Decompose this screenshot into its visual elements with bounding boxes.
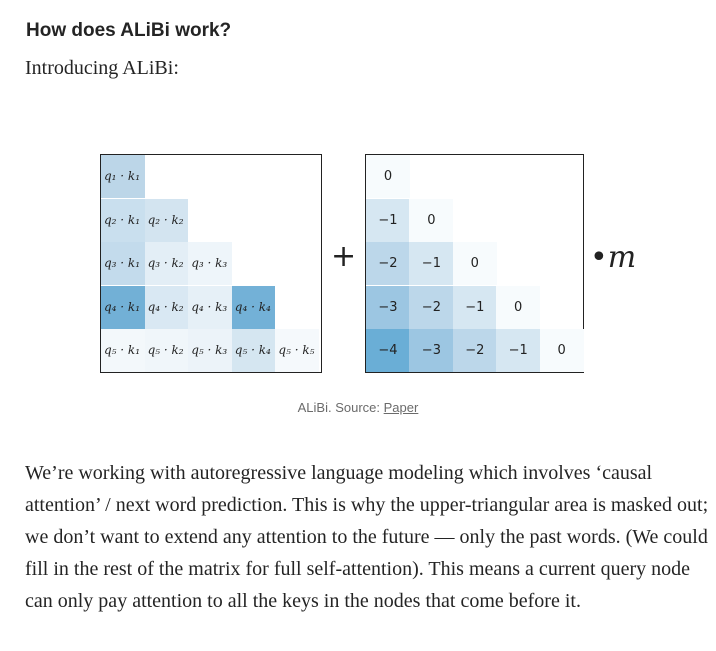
qk-cell: q₃ · k₃ [188, 242, 232, 285]
qk-cell: q₄ · k₄ [232, 286, 276, 329]
qk-cell: q₄ · k₁ [101, 286, 145, 329]
qk-matrix [100, 154, 322, 373]
qk-cell: q₅ · k₃ [188, 329, 232, 372]
qk-cell: q₃ · k₁ [101, 242, 145, 285]
slope-m: m [607, 240, 637, 275]
qk-cell: q₄ · k₃ [188, 286, 232, 329]
body-paragraph: We’re working with autoregressive language modeling which involves ‘causal attention’ / next word prediction. This is why the upper-triangular area is masked out; we don’t want to extend any attention to the future — only the past words. (We could fill in the rest of the matrix for full self-attention). This means a current query node can only pay attention to all the keys in the nodes that come before it. [25, 462, 709, 612]
intro-text: Introducing ALiBi: [25, 57, 179, 79]
bias-cell: −1 [496, 329, 540, 372]
bias-cell: −1 [366, 199, 410, 242]
section-heading: How does ALiBi work? [26, 20, 232, 41]
bias-cell: −3 [366, 286, 410, 329]
bias-cell: 0 [409, 199, 453, 242]
qk-cell: q₂ · k₁ [101, 199, 145, 242]
alibi-figure [100, 150, 645, 376]
times-m-label [590, 238, 636, 278]
bias-cell: −4 [366, 329, 410, 372]
paper-link[interactable]: Paper [383, 400, 419, 415]
bias-cell: −2 [453, 329, 497, 372]
figure-caption [0, 400, 716, 415]
bias-cell: −1 [453, 286, 497, 329]
bias-cell: 0 [496, 286, 540, 329]
caption-text: ALiBi. Source: [297, 400, 384, 415]
qk-cell: q₅ · k₄ [232, 329, 276, 372]
bias-cell: 0 [366, 155, 410, 198]
qk-cell: q₁ · k₁ [101, 155, 145, 198]
qk-cell: q₃ · k₂ [145, 242, 189, 285]
qk-cell: q₅ · k₁ [101, 329, 145, 372]
qk-cell: q₄ · k₂ [145, 286, 189, 329]
dot-operator: • [590, 240, 608, 275]
bias-cell: −1 [409, 242, 453, 285]
bias-cell: 0 [540, 329, 584, 372]
bias-cell: −3 [409, 329, 453, 372]
bias-cell: −2 [366, 242, 410, 285]
qk-cell: q₅ · k₂ [145, 329, 189, 372]
bias-cell: −2 [409, 286, 453, 329]
bias-matrix [365, 154, 584, 373]
qk-cell: q₅ · k₅ [275, 329, 319, 372]
plus-sign: + [331, 239, 357, 274]
qk-cell: q₂ · k₂ [145, 199, 189, 242]
bias-cell: 0 [453, 242, 497, 285]
